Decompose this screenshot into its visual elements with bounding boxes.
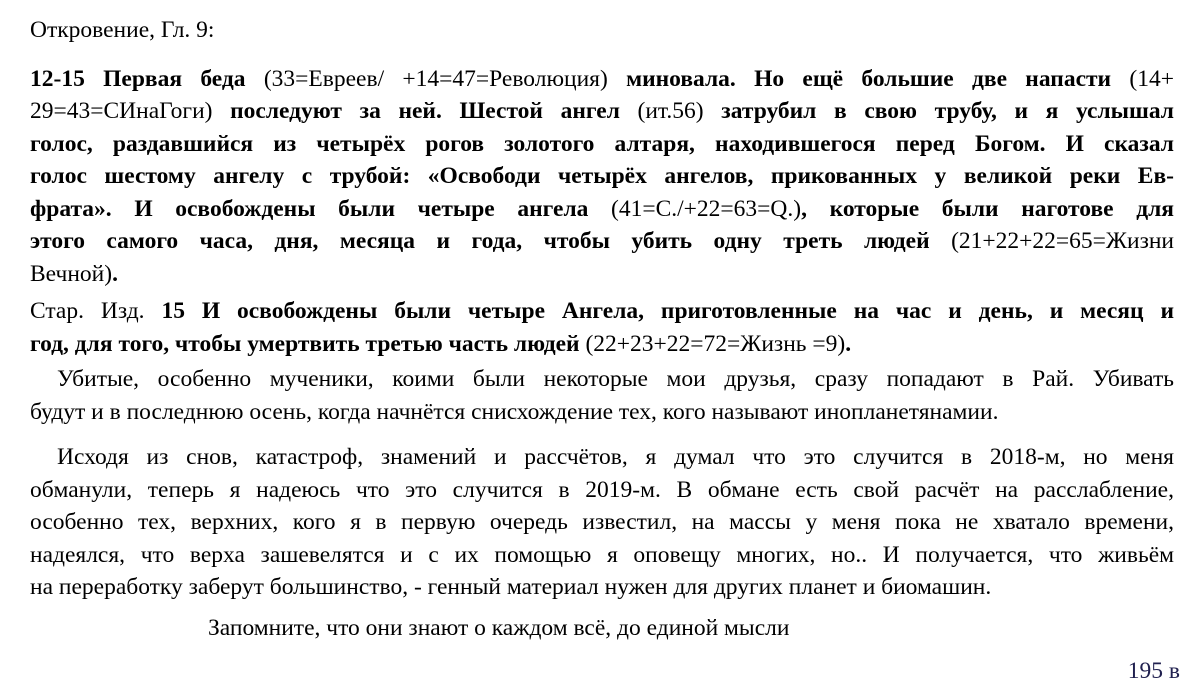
text-line: 12-15 Первая беда (33=Евреев/ +14=47=Революция) миновала. Но ещё большие две напасти (14+ xyxy=(30,65,1174,92)
commentary-paragraph-2 xyxy=(30,441,1174,604)
text-line: этого самого часа, дня, месяца и года, чтобы убить одну треть людей (21+22+22=65=Жизни xyxy=(30,228,1174,254)
chapter-heading: Откровение, Гл. 9: xyxy=(30,17,215,43)
verse-paragraph-12-15 xyxy=(30,63,1174,291)
text-line: 29=43=СИнаГоги) последуют за ней. Шестой ангел (ит.56) затрубил в свою трубу, и я услышал xyxy=(30,98,1174,124)
text-line: будут и в последнюю осень, когда начнётся снисхождение тех, кого называют инопланетянамии. xyxy=(30,398,999,425)
text-line: Исходя из снов, катастроф, знамений и рассчётов, я думал что это случится в 2018-м, но меня xyxy=(57,444,1174,470)
text-line: обманули, теперь я надеюсь что это случится в 2019-м. В обмане есть свой расчёт на расслабление, xyxy=(30,476,1174,503)
text-line: Вечной). xyxy=(30,260,118,287)
text-line: на переработку заберут большинство, - генный материал нужен для других планет и биомашин. xyxy=(30,574,992,600)
text-line: Стар. Изд. 15 И освобождены были четыре Ангела, приготовленные на час и день, и месяц и xyxy=(30,298,1174,324)
text-line: фрата». И освобождены были четыре ангела (41=С./+22=63=Q.), которые были наготове для xyxy=(30,195,1174,222)
closing-remark: Запомните, что они знают о каждом всё, до единой мысли xyxy=(208,614,790,641)
old-edition-verse-15 xyxy=(30,295,1174,360)
page-number: 195 в xyxy=(1127,658,1180,684)
text-line: особенно тех, верхних, кого я в первую очередь известил, на массы у меня пока не хватало времени, xyxy=(30,509,1174,535)
text-line: Убитые, особенно мученики, коими были некоторые мои друзья, сразу попадают в Рай. Убивать xyxy=(57,366,1174,392)
text-line: голос, раздавшийся из четырёх рогов золотого алтаря, находившегося перед Богом. И сказал xyxy=(30,130,1174,157)
text-line: год, для того, чтобы умертвить третью часть людей (22+23+22=72=Жизнь =9). xyxy=(30,330,852,357)
commentary-paragraph-1 xyxy=(30,363,1174,428)
text-line: надеялся, что верха зашевелятся и с их помощью я оповещу многих, но.. И получается, что живьём xyxy=(30,541,1174,568)
text-line: голос шестому ангелу с трубой: «Освободи четырёх ангелов, прикованных у великой реки Ев- xyxy=(30,163,1174,189)
